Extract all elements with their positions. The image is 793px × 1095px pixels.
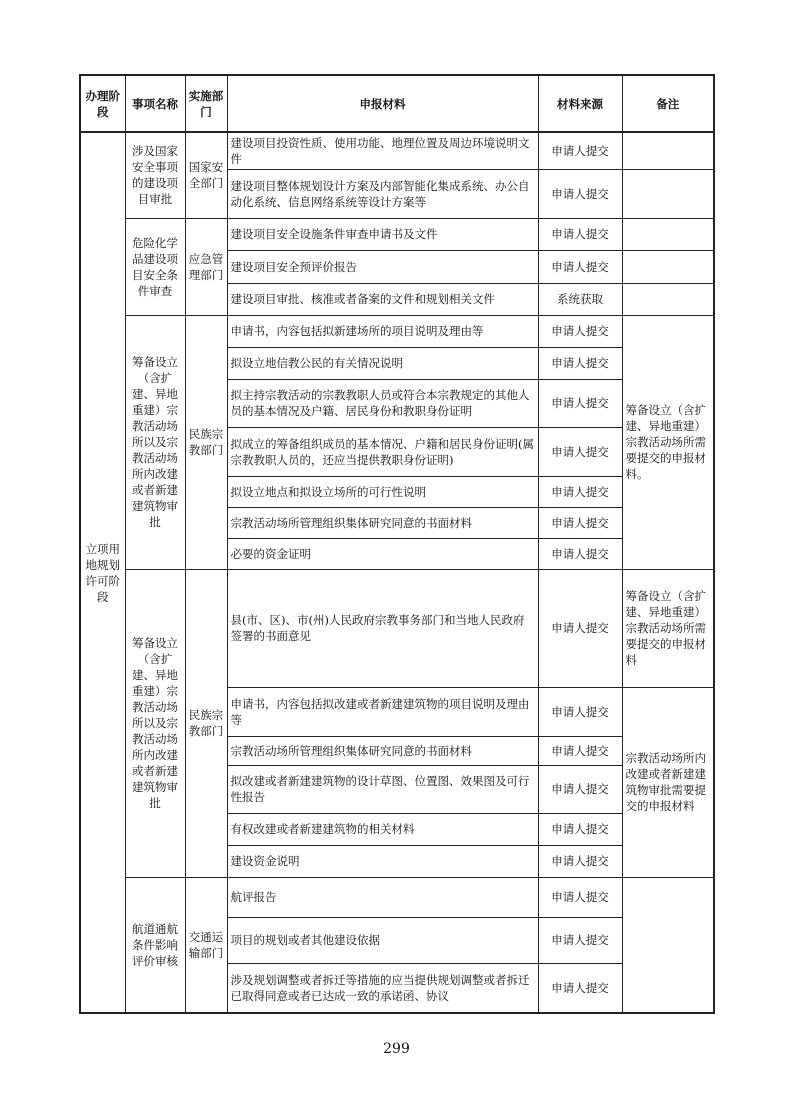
material-cell: 有权改建或者新建建筑物的相关材料	[227, 813, 538, 845]
source-cell: 申请人提交	[538, 347, 622, 379]
table-row	[80, 569, 714, 687]
source-cell: 申请人提交	[538, 917, 622, 963]
dept-name: 国家安全部门	[185, 132, 227, 218]
material-cell: 宗教活动场所管理组织集体研究同意的书面材料	[227, 736, 538, 765]
source-cell: 申请人提交	[538, 218, 622, 250]
dept-name: 交通运输部门	[185, 877, 227, 1013]
note-cell: 筹备设立（含扩建、异地重建）宗教活动场所需要提交的申报材料。	[622, 315, 714, 569]
note-cell	[622, 218, 714, 250]
source-cell: 申请人提交	[538, 250, 622, 283]
table-header-row	[80, 75, 714, 132]
material-cell: 拟成立的筹备组织成员的基本情况、户籍和居民身份证明(属宗教教职人员的，还应当提供教职身份证明)	[227, 427, 538, 476]
source-cell: 申请人提交	[538, 476, 622, 507]
table-row	[80, 315, 714, 347]
header-material: 申报材料	[227, 75, 538, 132]
source-cell: 申请人提交	[538, 538, 622, 569]
source-cell: 申请人提交	[538, 687, 622, 736]
dept-name: 民族宗教部门	[185, 569, 227, 877]
table-row	[80, 132, 714, 169]
material-cell: 建设资金说明	[227, 845, 538, 877]
material-cell: 涉及规划调整或者拆迁等措施的应当提供规划调整或者拆迁已取得同意或者已达成一致的承诺函、协议	[227, 963, 538, 1013]
material-cell: 建设项目安全预评价报告	[227, 250, 538, 283]
dept-name: 应急管理部门	[185, 218, 227, 315]
dept-name: 民族宗教部门	[185, 315, 227, 569]
stage-cell: 立项用地规划许可阶段	[80, 132, 125, 1013]
source-cell: 申请人提交	[538, 427, 622, 476]
source-cell: 申请人提交	[538, 507, 622, 538]
source-cell: 申请人提交	[538, 315, 622, 347]
material-cell: 航评报告	[227, 877, 538, 917]
note-cell	[622, 877, 714, 1013]
note-cell: 宗教活动场所内改建或者新建建筑物审批需要提交的申报材料	[622, 687, 714, 877]
note-cell	[622, 132, 714, 169]
header-source: 材料来源	[538, 75, 622, 132]
item-name: 危险化学品建设项目安全条件审查	[125, 218, 185, 315]
source-cell: 系统获取	[538, 283, 622, 315]
material-cell: 申请书，内容包括拟改建或者新建建筑物的项目说明及理由等	[227, 687, 538, 736]
item-name: 涉及国家安全事项的建设项目审批	[125, 132, 185, 218]
item-name: 航道通航条件影响评价审核	[125, 877, 185, 1013]
source-cell: 申请人提交	[538, 877, 622, 917]
material-cell: 申请书，内容包括拟新建场所的项目说明及理由等	[227, 315, 538, 347]
table-row	[80, 218, 714, 250]
table-row	[80, 877, 714, 917]
material-cell: 宗教活动场所管理组织集体研究同意的书面材料	[227, 507, 538, 538]
source-cell: 申请人提交	[538, 845, 622, 877]
material-cell: 必要的资金证明	[227, 538, 538, 569]
note-cell	[622, 283, 714, 315]
material-cell: 建设项目审批、核准或者备案的文件和规划相关文件	[227, 283, 538, 315]
header-note: 备注	[622, 75, 714, 132]
source-cell: 申请人提交	[538, 765, 622, 813]
source-cell: 申请人提交	[538, 132, 622, 169]
approval-materials-table	[79, 74, 715, 1014]
source-cell: 申请人提交	[538, 963, 622, 1013]
header-dept: 实施部门	[185, 75, 227, 132]
item-name: 筹备设立（含扩建、异地重建）宗教活动场所以及宗教活动场所内改建或者新建建筑物审批	[125, 315, 185, 569]
material-cell: 拟设立地点和拟设立场所的可行性说明	[227, 476, 538, 507]
note-cell: 筹备设立（含扩建、异地重建）宗教活动场所需要提交的申报材料	[622, 569, 714, 687]
note-cell	[622, 250, 714, 283]
source-cell: 申请人提交	[538, 379, 622, 427]
source-cell: 申请人提交	[538, 736, 622, 765]
material-cell: 项目的规划或者其他建设依据	[227, 917, 538, 963]
note-cell	[622, 169, 714, 218]
material-cell: 拟主持宗教活动的宗教教职人员或符合本宗教规定的其他人员的基本情况及户籍、居民身份和教职身份证明	[227, 379, 538, 427]
page-number: 299	[383, 1041, 410, 1057]
header-stage: 办理阶段	[80, 75, 125, 132]
material-cell: 建设项目投资性质、使用功能、地理位置及周边环境说明文件	[227, 132, 538, 169]
material-cell: 拟改建或者新建建筑物的设计草图、位置图、效果图及可行性报告	[227, 765, 538, 813]
material-cell: 建设项目整体规划设计方案及内部智能化集成系统、办公自动化系统、信息网络系统等设计方案等	[227, 169, 538, 218]
item-name: 筹备设立（含扩建、异地重建）宗教活动场所以及宗教活动场所内改建或者新建建筑物审批	[125, 569, 185, 877]
material-cell: 县(市、区)、市(州)人民政府宗教事务部门和当地人民政府签署的书面意见	[227, 569, 538, 687]
material-cell: 拟设立地信教公民的有关情况说明	[227, 347, 538, 379]
source-cell: 申请人提交	[538, 569, 622, 687]
material-cell: 建设项目安全设施条件审查申请书及文件	[227, 218, 538, 250]
header-item: 事项名称	[125, 75, 185, 132]
source-cell: 申请人提交	[538, 169, 622, 218]
source-cell: 申请人提交	[538, 813, 622, 845]
